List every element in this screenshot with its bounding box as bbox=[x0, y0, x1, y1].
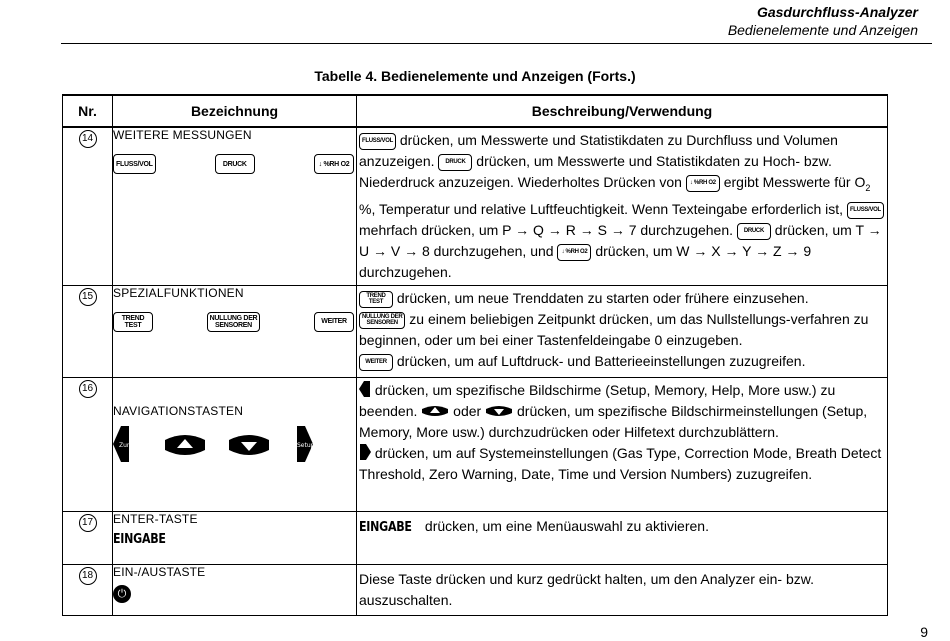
desc-text: drücken, um auf Systemeinstellungen (Gas Type, Correction Mode, Breath Detect Threshold, Zero Warning, Date, Time und Version Numbers) zuzugreifen. bbox=[359, 444, 882, 482]
table-row-14 bbox=[63, 127, 888, 285]
header-title: Gasdurchfluss-Analyzer bbox=[756, 4, 918, 20]
desc-text: drücken, um Messwerte und Statistikdaten zu Hoch- bzw. Niederdruck anzuzeigen. Wiederholtes Drücken von bbox=[359, 153, 832, 190]
key-label: NULLUNG DER bbox=[209, 314, 258, 322]
header-rule bbox=[61, 43, 932, 44]
row-number: 15 bbox=[79, 288, 97, 306]
desc-text: drücken, um W → X → Y → Z → 9 durchzugehen. bbox=[359, 242, 812, 280]
row-description bbox=[357, 512, 887, 540]
desc-text: mehrfach drücken, um P → Q → R → S → 7 durchzugehen. bbox=[359, 221, 737, 238]
row-number-cell bbox=[63, 377, 113, 511]
desc-text: drücken, um auf Luftdruck- und Batterieeinstellungen zuzugreifen. bbox=[393, 352, 806, 369]
col-header-nr: Nr. bbox=[63, 95, 113, 127]
trend-test-key-icon bbox=[359, 291, 393, 308]
desc-text: drücken, um eine Menüauswahl zu aktivieren. bbox=[421, 517, 709, 534]
rh-o2-key-icon: ↓ %RH O2 bbox=[686, 175, 720, 192]
rh-o2-key-icon: ↓ %RH O2 bbox=[557, 244, 591, 261]
setup-key-icon bbox=[297, 426, 315, 462]
row-name: SPEZIALFUNKTIONEN bbox=[113, 285, 244, 300]
key-label: NULLUNG DER bbox=[362, 314, 403, 321]
row-number-cell bbox=[63, 511, 113, 564]
nullung-key-icon bbox=[359, 312, 405, 329]
zuruck-key-small-icon bbox=[359, 380, 371, 398]
eingabe-key: EINGABE bbox=[113, 531, 166, 547]
row-desc-cell bbox=[357, 564, 888, 615]
desc-text: drücken, um spezifische Bildschirme (Setup, Memory, Help, More usw.) zu beenden. bbox=[359, 381, 836, 419]
key-label: SENSOREN bbox=[366, 320, 398, 327]
rh-o2-key: ↓ %RH O2 bbox=[314, 154, 354, 174]
row-desc-cell bbox=[357, 127, 888, 285]
key-group bbox=[113, 312, 356, 332]
table-row-16 bbox=[63, 377, 888, 511]
fluss-vol-key-icon: FLUSS/VOL bbox=[847, 202, 884, 219]
table-header-row bbox=[63, 95, 888, 127]
row-description bbox=[357, 378, 887, 487]
druck-key-icon: DRUCK bbox=[438, 154, 472, 171]
row-number: 17 bbox=[79, 514, 97, 532]
zuruck-label: Zurück bbox=[119, 441, 140, 449]
row-name: WEITERE MESSUNGEN bbox=[113, 128, 252, 142]
setup-key-small-icon bbox=[359, 443, 371, 461]
controls-table bbox=[62, 94, 888, 616]
key-label: TEST bbox=[368, 299, 384, 306]
subscript: 2 bbox=[865, 182, 871, 193]
desc-text: zu einem beliebigen Zeitpunkt drücken, um das Nullstellungs-verfahren zu beginnen, oder um bei einer Tastenfeldeingabe 0 einzugeben. bbox=[359, 310, 869, 348]
druck-key-icon: DRUCK bbox=[737, 223, 771, 240]
key-label: TREND bbox=[366, 293, 386, 300]
weiter-key-icon: WEITER bbox=[359, 354, 393, 371]
weiter-key: WEITER bbox=[314, 312, 354, 332]
eingabe-key-icon: EINGABE bbox=[359, 519, 412, 535]
row-description: Diese Taste drücken und kurz gedrückt halten, um den Analyzer ein- bzw. auszuschalten. bbox=[359, 570, 814, 608]
key-label: TEST bbox=[124, 321, 142, 329]
row-name-cell bbox=[113, 564, 357, 615]
row-number: 14 bbox=[79, 130, 97, 148]
header-subtitle: Bedienelemente und Anzeigen bbox=[727, 22, 918, 38]
row-number-cell bbox=[63, 285, 113, 377]
row-description bbox=[357, 286, 887, 374]
key-label: SENSOREN bbox=[215, 321, 252, 329]
navigation-keys bbox=[113, 418, 341, 470]
row-name-cell bbox=[113, 127, 357, 285]
desc-text: drücken, um Messwerte und Statistikdaten zu Durchfluss und Volumen anzuzeigen. bbox=[359, 132, 838, 169]
power-icon: ⏻ bbox=[113, 585, 131, 603]
row-name-cell bbox=[113, 377, 357, 511]
table-row-17 bbox=[63, 511, 888, 564]
row-desc-cell bbox=[357, 511, 888, 564]
desc-text: ergibt Messwerte für O bbox=[719, 174, 866, 190]
row-description bbox=[357, 128, 887, 285]
page-number: 9 bbox=[920, 624, 928, 640]
setup-label: Setup bbox=[297, 441, 315, 449]
row-number: 16 bbox=[79, 380, 97, 398]
row-name: NAVIGATIONSTASTEN bbox=[113, 403, 244, 418]
col-header-name: Bezeichnung bbox=[113, 95, 357, 127]
down-arrow-small-icon bbox=[485, 404, 513, 418]
desc-text: drücken, um T → U → V → 8 durchzugehen, und bbox=[359, 221, 882, 259]
desc-text: oder bbox=[449, 402, 486, 419]
nullung-key bbox=[207, 312, 261, 332]
row-number-cell bbox=[63, 564, 113, 615]
desc-text: drücken, um neue Trenddaten zu starten oder frühere einzusehen. bbox=[393, 289, 809, 306]
row-number: 18 bbox=[79, 567, 97, 585]
druck-key: DRUCK bbox=[215, 154, 255, 174]
trend-test-key bbox=[113, 312, 153, 332]
row-name-cell bbox=[113, 285, 357, 377]
desc-text: %, Temperatur und relative Luftfeuchtigkeit. Wenn Texteingabe erforderlich ist, bbox=[359, 200, 847, 217]
key-group bbox=[113, 154, 356, 174]
up-arrow-small-icon bbox=[421, 404, 449, 418]
row-name: ENTER-TASTE bbox=[113, 511, 198, 526]
up-arrow-icon bbox=[165, 435, 205, 455]
col-header-desc: Beschreibung/Verwendung bbox=[357, 95, 888, 127]
fluss-vol-key: FLUSS/VOL bbox=[113, 154, 156, 174]
row-desc-cell bbox=[357, 377, 888, 511]
row-number-cell bbox=[63, 127, 113, 285]
down-arrow-icon bbox=[229, 435, 269, 455]
desc-text: drücken, um spezifische Bildschirmeinstellungen (Setup, Memory, More usw.) durchzudrücken oder Hilfetext durchzublättern. bbox=[359, 402, 868, 440]
key-label: TREND bbox=[121, 314, 145, 322]
fluss-vol-key-icon: FLUSS/VOL bbox=[359, 133, 396, 150]
row-desc-cell bbox=[357, 285, 888, 377]
row-name-cell bbox=[113, 511, 357, 564]
table-caption: Tabelle 4. Bedienelemente und Anzeigen (Forts.) bbox=[314, 68, 636, 84]
table-row-15 bbox=[63, 285, 888, 377]
row-name: EIN-/AUSTASTE bbox=[113, 564, 206, 579]
table-row-18 bbox=[63, 564, 888, 615]
zuruck-key-icon bbox=[113, 426, 140, 462]
